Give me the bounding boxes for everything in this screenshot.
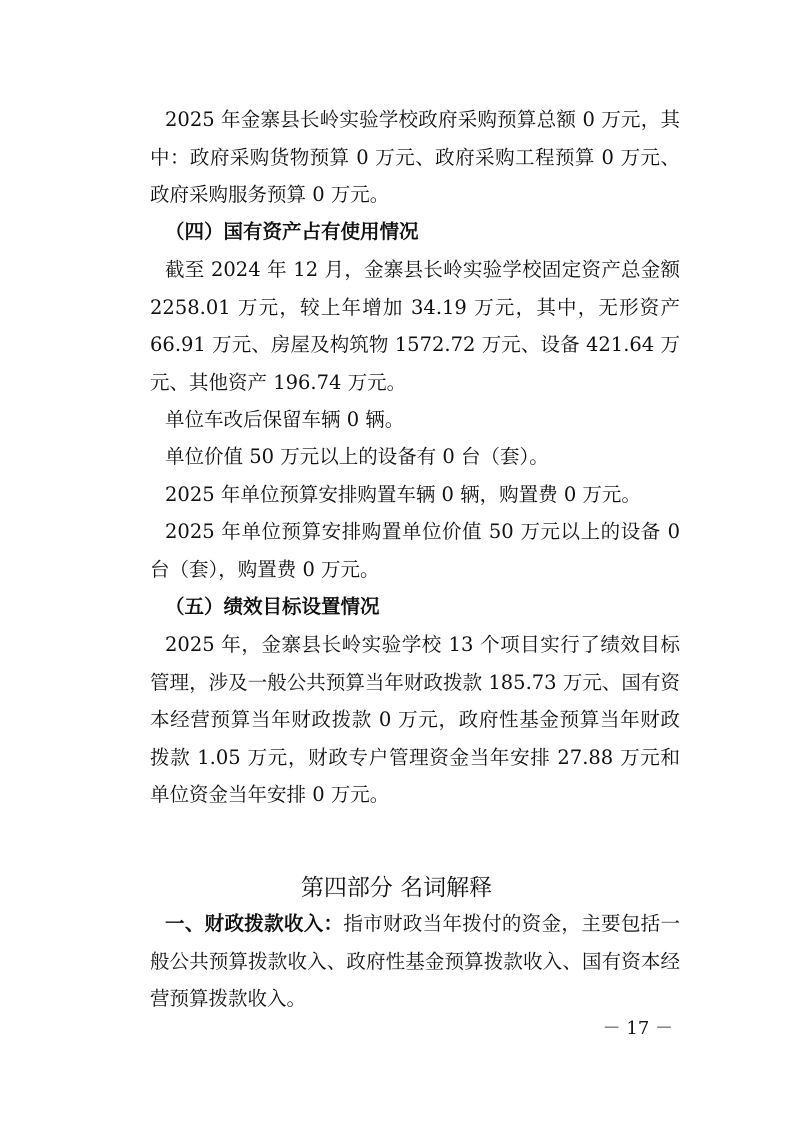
procurement-paragraph: 2025 年金寨县长岭实验学校政府采购预算总额 0 万元，其中：政府采购货物预算 0 万元、政府采购工程预算 0 万元、政府采购服务预算 0 万元。 [150,108,680,206]
section-4-heading: （四）国有资产占有使用情况 [165,220,419,243]
performance-paragraph: 2025 年，金寨县长岭实验学校 13 个项目实行了绩效目标管理，涉及一般公共预算当年财政拨款 185.73 万元、国有资本经营预算当年财政拨款 0 万元，政府性基金预算当年财政拨款 1.05 万元，财政专户管理资金当年安排 27.88 万元和单位资金当年安排 0 万元。 [150,633,680,806]
assets-paragraph: 截至 2024 年 12 月，金寨县长岭实验学校固定资产总金额 2258.01 万元，较上年增加 34.19 万元，其中，无形资产 66.91 万元、房屋及构筑物 1572.72 万元、设备 421.64 万元、其他资产 196.74 万元。 [150,258,680,394]
vehicle-purchase-paragraph: 2025 年单位预算安排购置车辆 0 辆，购置费 0 万元。 [165,483,641,506]
page-number: － 17 － [602,1018,673,1039]
term-1-text: 指市财政当年拨付的资金，主要包括一般公共预算拨款收入、政府性基金预算拨款收入、国有资本经营预算拨款收入。 [150,912,680,1010]
term-1-label: 一、财政拨款收入： [165,912,344,935]
term-1-paragraph [150,905,680,1018]
vehicles-kept-paragraph: 单位车改后保留车辆 0 辆。 [165,408,405,431]
equipment-purchase-paragraph: 2025 年单位预算安排购置单位价值 50 万元以上的设备 0 台（套），购置费 0 万元。 [150,520,680,581]
part-4-title: 第四部分 名词解释 [300,875,493,901]
equipment-over-50-paragraph: 单位价值 50 万元以上的设备有 0 台（套）。 [165,445,549,468]
section-5-heading: （五）绩效目标设置情况 [165,595,380,618]
